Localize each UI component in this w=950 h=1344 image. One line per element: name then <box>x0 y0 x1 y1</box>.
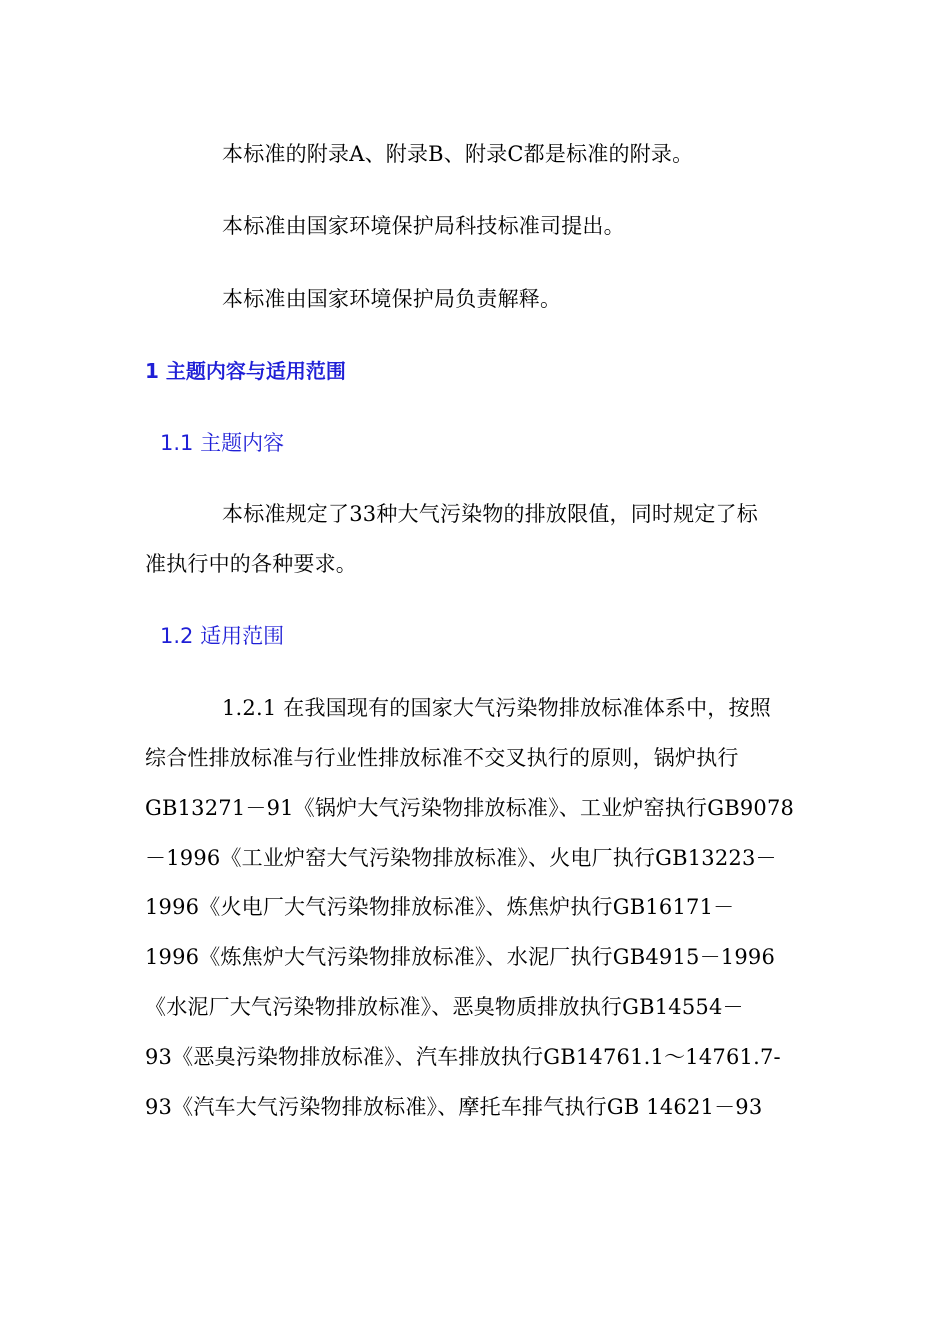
intro-paragraph-appendix: 本标准的附录A、附录B、附录C都是标准的附录。 <box>222 142 694 166</box>
paragraph-line: 准执行中的各种要求。 <box>145 552 357 576</box>
paragraph-line: GB13271－91《锅炉大气污染物排放标准》、工业炉窑执行GB9078 <box>145 796 795 820</box>
paragraph-line: 93《汽车大气污染物排放标准》、摩托车排气执行GB 14621－93 <box>145 1095 763 1119</box>
section-heading-1-2: 1.2 适用范围 <box>160 624 285 648</box>
section-heading-1: 1 主题内容与适用范围 <box>145 359 346 383</box>
paragraph-line: 本标准规定了33种大气污染物的排放限值，同时规定了标 <box>222 502 758 526</box>
paragraph-line: 1996《炼焦炉大气污染物排放标准》、水泥厂执行GB4915－1996 <box>145 945 776 969</box>
paragraph-line: －1996《工业炉窑大气污染物排放标准》、火电厂执行GB13223－ <box>145 846 777 870</box>
intro-paragraph-proposer: 本标准由国家环境保护局科技标准司提出。 <box>222 214 625 238</box>
paragraph-line: 《水泥厂大气污染物排放标准》、恶臭物质排放执行GB14554－ <box>145 995 744 1019</box>
intro-paragraph-interpreter: 本标准由国家环境保护局负责解释。 <box>222 287 562 311</box>
paragraph-line: 综合性排放标准与行业性排放标准不交叉执行的原则，锅炉执行 <box>145 746 739 770</box>
paragraph-line: 93《恶臭污染物排放标准》、汽车排放执行GB14761.1～14761.7- <box>145 1045 781 1069</box>
paragraph-line: 1996《火电厂大气污染物排放标准》、炼焦炉执行GB16171－ <box>145 895 735 919</box>
section-heading-1-1: 1.1 主题内容 <box>160 431 285 455</box>
paragraph-line: 1.2.1 在我国现有的国家大气污染物排放标准体系中，按照 <box>222 696 771 720</box>
